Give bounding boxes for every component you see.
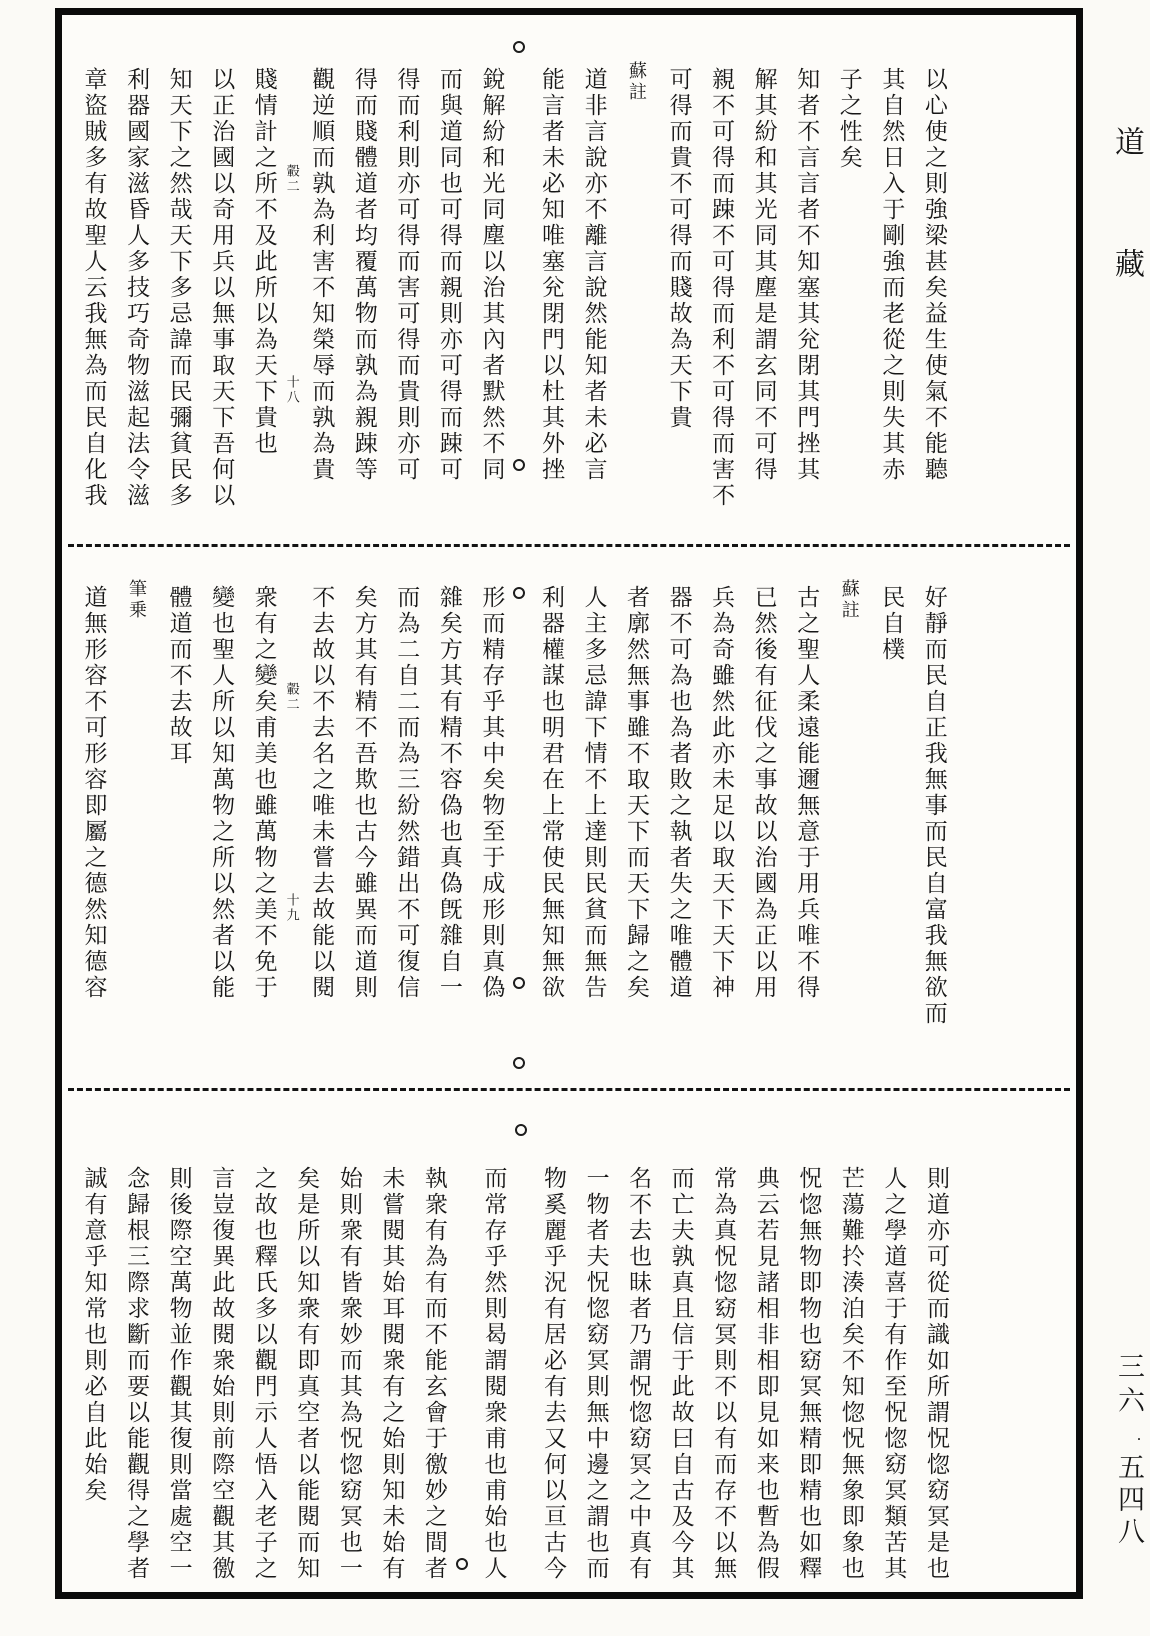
text-column: 道非言說亦不離言說然能知者未必言 xyxy=(580,67,607,483)
text-column: 典云若見諸相非相即見如来也暫為假 xyxy=(752,1166,779,1582)
text-column: 得而賤體道者均覆萬物而孰為親踈等 xyxy=(350,67,377,483)
text-column: 能言者未必知唯塞兊閉門以杜其外挫 xyxy=(538,67,565,483)
text-column: 可得而貴不可得而賤故為天下貴 xyxy=(665,67,692,431)
text-column: 古之聖人柔遠能邇無意于用兵唯不得 xyxy=(793,585,820,1001)
text-column: 以正治國以奇用兵以無事取天下吾何以 xyxy=(208,67,235,509)
fascicle-number: 轂二 xyxy=(283,164,299,194)
text-column: 好靜而民自正我無事而民自富我無欲而 xyxy=(920,585,947,1027)
section-divider-circle xyxy=(513,41,525,53)
text-column: 解其紛和其光同其塵是謂玄同不可得 xyxy=(750,67,777,483)
text-column: 賤情計之所不及此所以為天下貴也 xyxy=(250,67,277,457)
text-column: 常為真怳惚窈冥則不以有而存不以無 xyxy=(710,1166,737,1582)
text-column: 名不去也昧者乃謂怳惚窈冥之中真有 xyxy=(625,1166,652,1582)
text-column: 而常存乎然則曷謂閱衆甫也甫始也人 xyxy=(480,1166,507,1582)
text-column: 器不可為也為者敗之執者失之唯體道 xyxy=(665,585,692,1001)
upper-register xyxy=(62,15,1043,543)
text-column: 則後際空萬物並作觀其復則當處空一 xyxy=(165,1166,192,1582)
text-column: 以心使之則強梁甚矣益生使氣不能聽 xyxy=(920,67,947,483)
text-column: 則道亦可從而識如所謂怳惚窈冥是也 xyxy=(922,1166,949,1582)
text-column: 而亡夫孰真且信于此故曰自古及今其 xyxy=(667,1166,694,1582)
text-column: 一物者夫怳惚窈冥則無中邊之謂也而 xyxy=(582,1166,609,1582)
text-column: 得而利則亦可得而害可得而貴則亦可 xyxy=(393,67,420,483)
text-column: 利器國家滋昏人多技巧奇物滋起法令滋 xyxy=(123,67,150,509)
commentator-header: 蘇註 xyxy=(626,61,648,103)
text-column: 衆有之變矣甫美也雖萬物之美不免于 xyxy=(250,585,277,1001)
text-column: 未嘗閱其始耳閱衆有之始則知未始有 xyxy=(378,1166,405,1582)
text-column: 矣方其有精不吾欺也古今雖異而道則 xyxy=(350,585,377,1001)
folio-note xyxy=(285,67,300,482)
text-column: 章盜賊多有故聖人云我無為而民自化我 xyxy=(80,67,107,509)
text-column: 始則衆有皆衆妙而其為怳惚窈冥也一 xyxy=(335,1166,362,1582)
section-divider-gutter xyxy=(514,1166,531,1584)
middle-register xyxy=(62,549,1043,1087)
text-column: 芒蕩難扵湊泊矣不知惚怳無象即象也 xyxy=(837,1166,864,1582)
text-column: 物奚麗乎況有居必有去又何以亘古今 xyxy=(540,1166,567,1582)
text-column: 不去故以不去名之唯未嘗去故能以閱 xyxy=(308,585,335,1001)
text-column: 言豈復異此故閱衆始則前際空觀其徼 xyxy=(208,1166,235,1582)
section-divider-gutter xyxy=(512,585,529,1003)
folio-note xyxy=(285,585,300,1000)
text-column: 者廓然無事雖不取天下而天下歸之矣 xyxy=(623,585,650,1001)
text-column: 雜矣方其有精不容偽也真偽旣雜自一 xyxy=(435,585,462,1001)
leaf-number: 十八 xyxy=(283,375,299,405)
section-divider-circle xyxy=(515,1124,527,1136)
text-column: 誠有意乎知常也則必自此始矣 xyxy=(80,1166,107,1504)
section-divider-circle xyxy=(513,977,525,989)
text-column: 而為二自二而為三紛然錯出不可復信 xyxy=(393,585,420,1001)
register-separator-1 xyxy=(68,544,1070,547)
section-divider-circle xyxy=(513,587,525,599)
section-divider-circle xyxy=(513,1057,525,1069)
text-column: 體道而不去故耳 xyxy=(165,585,192,767)
margin-separator-dot: · xyxy=(1130,1430,1148,1448)
text-column: 變也聖人所以知萬物之所以然者以能 xyxy=(208,585,235,1001)
text-column: 觀逆順而孰為利害不知榮辱而孰為貴 xyxy=(308,67,335,483)
text-column: 人主多忌諱下情不上達則民貧而無告 xyxy=(580,585,607,1001)
section-divider-gutter xyxy=(512,67,529,485)
text-column: 親不可得而踈不可得而利不可得而害不 xyxy=(708,67,735,509)
text-column: 而與道同也可得而親則亦可得而踈可 xyxy=(435,67,462,483)
text-column: 知天下之然哉天下多忌諱而民彌貧民多 xyxy=(165,67,192,509)
section-divider-gutter xyxy=(455,1166,472,1584)
leaf-number: 十九 xyxy=(283,893,299,923)
text-column: 道無形容不可形容即屬之德然知德容 xyxy=(80,585,107,1001)
section-divider-circle xyxy=(513,459,525,471)
text-column: 念歸根三際求斷而要以能觀得之學者 xyxy=(123,1166,150,1582)
commentator-header: 蘇註 xyxy=(838,579,860,621)
text-column: 知者不言言者不知塞其兊閉其門挫其 xyxy=(793,67,820,483)
margin-volume-number: 三六 xyxy=(1113,1352,1144,1420)
margin-page-number: 五四八 xyxy=(1113,1453,1144,1549)
text-column: 兵為奇雖然此亦未足以取天下天下神 xyxy=(708,585,735,1001)
text-column: 民自樸 xyxy=(878,585,905,663)
text-column: 之故也釋氏多以觀門示人悟入老子之 xyxy=(250,1166,277,1582)
commentator-header: 筆乗 xyxy=(126,579,148,621)
lower-register xyxy=(62,1093,1045,1592)
text-column: 執衆有為有而不能玄會于徼妙之間者 xyxy=(420,1166,447,1582)
text-column: 其自然日入于剛強而老從之則失其赤 xyxy=(878,67,905,483)
text-column: 矣是所以知衆有即真空者以能閱而知 xyxy=(293,1166,320,1582)
text-column: 怳惚無物即物也窈冥無精即精也如釋 xyxy=(795,1166,822,1582)
text-column: 形而精存乎其中矣物至于成形則真偽 xyxy=(478,585,505,1001)
margin-canon-label-dao: 道 xyxy=(1109,126,1144,156)
text-column: 銳解紛和光同塵以治其內者默然不同 xyxy=(478,67,505,483)
section-divider-circle xyxy=(456,1558,468,1570)
text-column: 已然後有征伐之事故以治國為正以用 xyxy=(750,585,777,1001)
text-column: 人之學道喜于有作至怳惚窈冥類苦其 xyxy=(880,1166,907,1582)
text-column: 子之性矣 xyxy=(835,67,862,171)
text-column: 利器權謀也明君在上常使民無知無欲 xyxy=(537,585,564,1001)
margin-canon-label-zang: 藏 xyxy=(1109,248,1144,278)
register-separator-2 xyxy=(68,1088,1070,1091)
text-frame xyxy=(55,8,1083,1599)
fascicle-number: 轂二 xyxy=(283,682,299,712)
